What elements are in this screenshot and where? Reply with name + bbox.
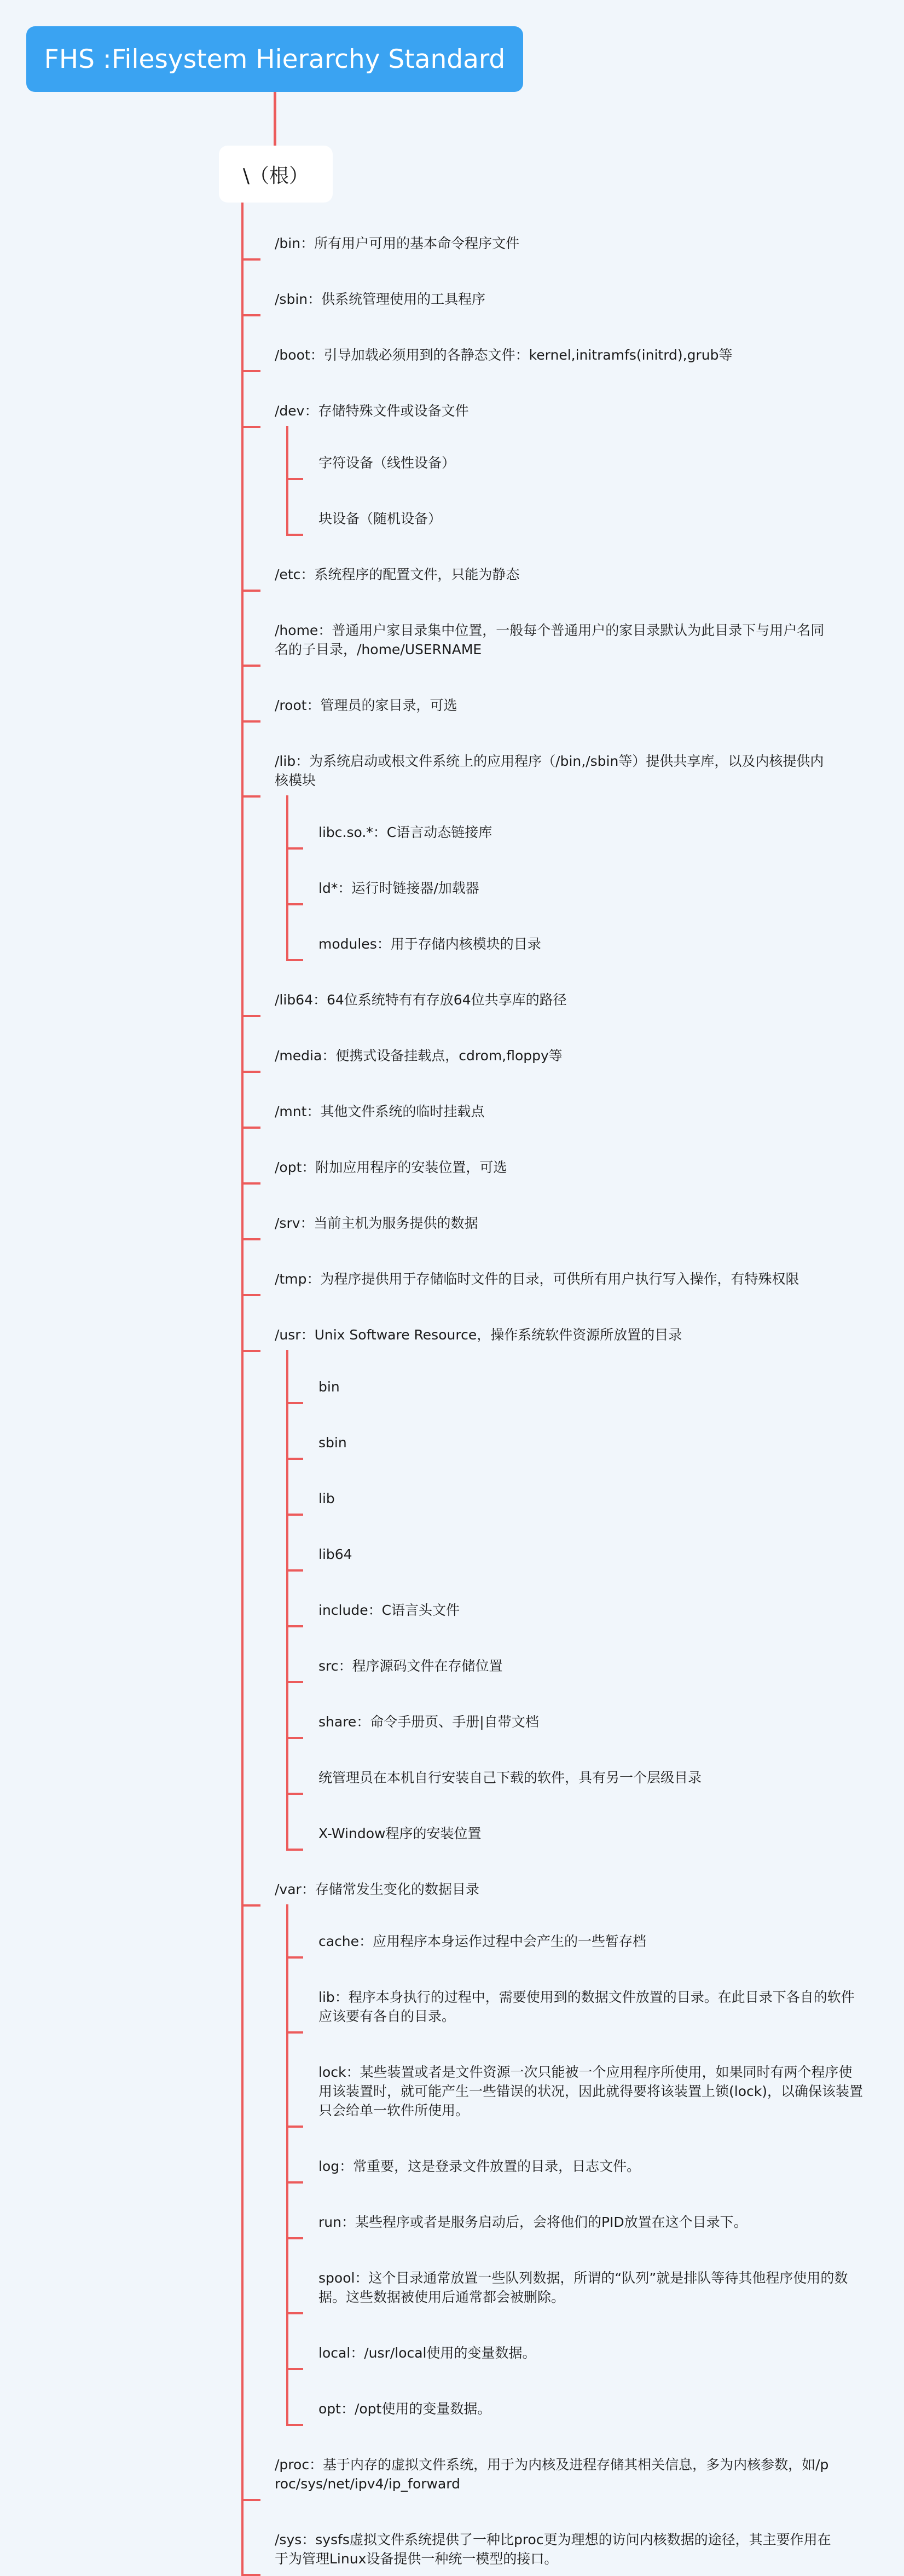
dir-item: /sys：sysfs虚拟文件系统提供了一种比proc更为理想的访问内核数据的途径，其主要作用在于为管理Linux设备提供一种统一模型的接口。 [275,2532,831,2567]
sub-trunk [286,795,288,961]
branch-line [241,1294,260,1296]
branch-line [241,795,260,798]
branch-line [241,1015,260,1017]
sub-branch-line [286,903,303,905]
sub-branch-line [286,2237,303,2239]
sub-dir-item: ld*：运行时链接器/加载器 [318,880,479,896]
branch-line [241,426,260,428]
sub-dir-item: include：C语言头文件 [318,1602,460,1618]
dir-item: /media：便携式设备挂载点，cdrom,floppy等 [275,1048,563,1064]
dir-item: /usr：Unix Software Resource，操作系统软件资源所放置的目录 [275,1327,682,1343]
sub-dir-item: libc.so.*：C语言动态链接库 [318,824,492,840]
branch-line [241,2574,260,2576]
sub-branch-line [286,1737,303,1739]
sub-dir-item: modules：用于存储内核模块的目录 [318,936,541,952]
dir-item: /var：存储常发生变化的数据目录 [275,1881,479,1897]
sub-branch-line [286,959,303,961]
dir-item: /lib：为系统启动或根文件系统上的应用程序（/bin,/sbin等）提供共享库，以及内核提供内核模块 [275,753,824,788]
dir-item: /boot：引导加载必须用到的各静态文件：kernel,initramfs(initrd),grub等 [275,347,733,363]
dir-item: /opt：附加应用程序的安装位置，可选 [275,1159,507,1175]
sub-dir-item: run：某些程序或者是服务启动后，会将他们的PID放置在这个目录下。 [318,2214,747,2230]
dir-item: /mnt：其他文件系统的临时挂载点 [275,1104,485,1119]
root-node: \（根） [219,146,333,203]
sub-branch-line [286,1849,303,1851]
diagram-title: FHS :Filesystem Hierarchy Standard [26,26,523,92]
sub-dir-item: src：程序源码文件在存储位置 [318,1658,503,1674]
sub-branch-line [286,2368,303,2370]
sub-branch-line [286,1458,303,1460]
sub-branch-line [286,2031,303,2034]
dir-item: /home：普通用户家目录集中位置，一般每个普通用户的家目录默认为此目录下与用户名同名的子目录，/home/USERNAME [275,622,825,657]
sub-dir-item: 统管理员在本机自行安装自己下载的软件，具有另一个层级目录 [318,1770,702,1786]
sub-branch-line [286,1569,303,1572]
root-trunk [241,203,244,2576]
sub-dir-item: 块设备（随机设备） [318,511,442,527]
sub-dir-item: lib：程序本身执行的过程中，需要使用到的数据文件放置的目录。在此目录下各自的软件应该要有各自的目录。 [318,1989,855,2024]
sub-dir-item: spool：这个目录通常放置一些队列数据，所谓的“队列”就是排队等待其他程序使用的数据。这些数据被使用后通常都会被删除。 [318,2270,848,2305]
sub-branch-line [286,2312,303,2314]
sub-branch-line [286,2181,303,2184]
branch-line [241,1127,260,1129]
sub-trunk [286,426,288,536]
branch-line [241,1350,260,1352]
sub-dir-item: cache：应用程序本身运作过程中会产生的一些暂存档 [318,1933,647,1949]
branch-line [241,370,260,372]
dir-item: /root：管理员的家目录，可选 [275,697,457,713]
branch-line [241,1071,260,1073]
sub-branch-line [286,1402,303,1404]
dir-item: /srv：当前主机为服务提供的数据 [275,1215,478,1231]
sub-dir-item: share：命令手册页、手册|自带文档 [318,1714,539,1730]
dir-item: /bin：所有用户可用的基本命令程序文件 [275,235,520,251]
sub-branch-line [286,1514,303,1516]
sub-branch-line [286,1956,303,1959]
sub-dir-item: bin [318,1379,340,1395]
sub-dir-item: opt：/opt使用的变量数据。 [318,2401,491,2417]
sub-branch-line [286,478,303,480]
sub-dir-item: log：常重要，这是登录文件放置的目录，日志文件。 [318,2158,641,2174]
branch-line [241,590,260,592]
dir-item: /proc：基于内存的虚拟文件系统，用于为内核及进程存储其相关信息，多为内核参数，如/proc/sys/net/ipv4/ip_forward [275,2457,829,2492]
sub-branch-line [286,2424,303,2426]
branch-line [241,1182,260,1185]
dir-item: /dev：存储特殊文件或设备文件 [275,403,469,419]
sub-dir-item: sbin [318,1435,347,1451]
sub-branch-line [286,1625,303,1627]
sub-branch-line [286,2126,303,2128]
sub-branch-line [286,534,303,536]
sub-branch-line [286,1793,303,1795]
sub-branch-line [286,847,303,850]
branch-line [241,1238,260,1240]
sub-dir-item: lib64 [318,1546,352,1562]
branch-line [241,258,260,261]
branch-line [241,665,260,667]
dir-item: /lib64：64位系统特有有存放64位共享库的路径 [275,992,567,1008]
sub-trunk [286,1904,288,2426]
sub-dir-item: X-Window程序的安装位置 [318,1826,482,1841]
sub-branch-line [286,1681,303,1683]
branch-line [241,1904,260,1907]
sub-dir-item: local：/usr/local使用的变量数据。 [318,2345,536,2361]
branch-line [241,314,260,316]
title-connector [274,92,276,146]
dir-item: /sbin：供系统管理使用的工具程序 [275,291,486,307]
sub-trunk [286,1350,288,1851]
branch-line [241,2499,260,2501]
branch-line [241,720,260,723]
dir-item: /etc：系统程序的配置文件，只能为静态 [275,567,520,582]
sub-dir-item: lock：某些装置或者是文件资源一次只能被一个应用程序所使用，如果同时有两个程序使用该装置时，就可能产生一些错误的状况，因此就得要将该装置上锁(lock)，以确保该装置只会给单一软件所使用。 [318,2064,863,2118]
sub-dir-item: 字符设备（线性设备） [318,455,456,471]
sub-dir-item: lib [318,1491,335,1506]
dir-item: /tmp：为程序提供用于存储临时文件的目录，可供所有用户执行写入操作，有特殊权限 [275,1271,799,1287]
